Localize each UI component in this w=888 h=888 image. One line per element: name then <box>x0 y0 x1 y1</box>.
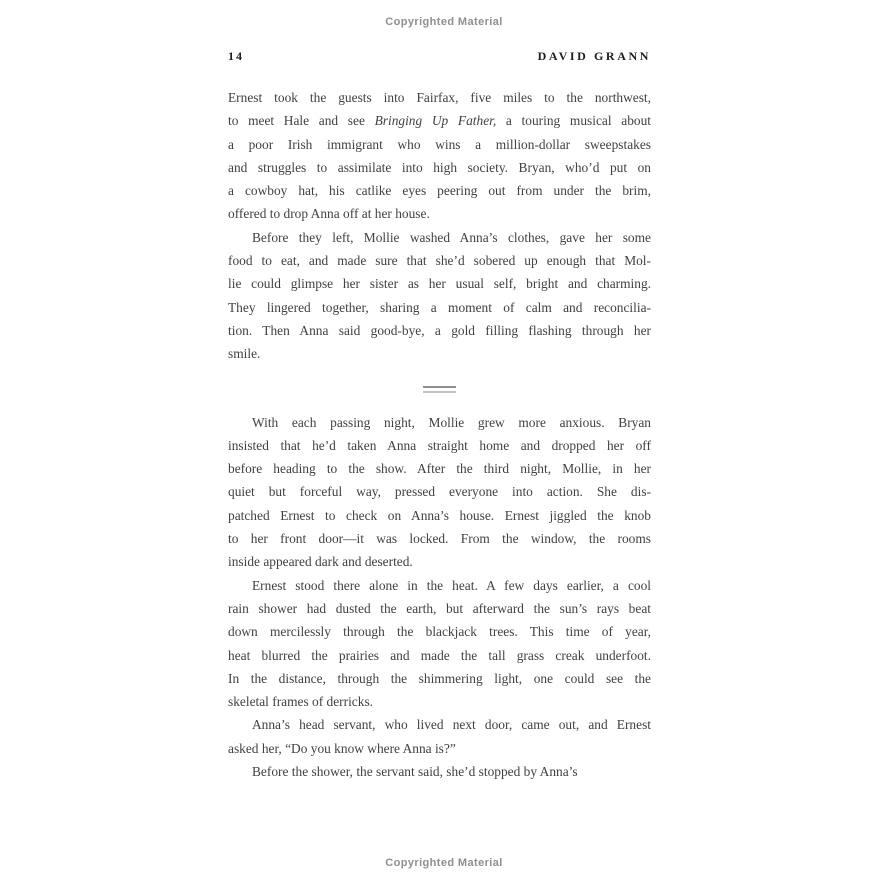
paragraph <box>228 411 651 574</box>
running-head-author: DAVID GRANN <box>537 49 651 63</box>
text-line: down mercilessly through the blackjack trees. This time of year, <box>228 624 651 640</box>
text-line: quiet but forceful way, pressed everyone into action. She dis- <box>228 484 651 500</box>
paragraph <box>228 226 651 366</box>
text-line: a cowboy hat, his catlike eyes peering out from under the brim, <box>228 183 651 199</box>
text-line: a poor Irish immigrant who wins a million-dollar sweepstakes <box>228 136 651 152</box>
text-line: lie could glimpse her sister as her usual self, bright and charming. <box>228 276 651 292</box>
text-line: smile. <box>228 346 261 362</box>
section-break-rule <box>423 386 456 393</box>
paragraph <box>228 760 651 783</box>
text-line: They lingered together, sharing a moment of calm and reconcilia- <box>228 299 651 315</box>
text-line: food to eat, and made sure that she’d sobered up enough that Mol- <box>228 253 651 269</box>
text-line: tion. Then Anna said good-bye, a gold filling flashing through her <box>228 322 651 338</box>
text-line: Before the shower, the servant said, she’d stopped by Anna’s <box>252 764 578 780</box>
copyright-notice-top: Copyrighted Material <box>385 16 503 28</box>
text-line: Anna’s head servant, who lived next door, came out, and Ernest <box>252 717 651 733</box>
text-line: In the distance, through the shimmering light, one could see the <box>228 670 651 686</box>
text-line: With each passing night, Mollie grew more anxious. Bryan <box>252 414 651 430</box>
body-text <box>228 86 651 783</box>
text-line: Before they left, Mollie washed Anna’s clothes, gave her some <box>252 229 651 245</box>
text-line: rain shower had dusted the earth, but afterward the sun’s rays beat <box>228 600 651 616</box>
text-line: heat blurred the prairies and made the tall grass creak underfoot. <box>228 647 651 663</box>
text-line: Ernest took the guests into Fairfax, five miles to the northwest, <box>228 90 651 105</box>
paragraph <box>228 713 651 760</box>
page-number: 14 <box>228 49 244 63</box>
paragraph <box>228 574 651 714</box>
text-line: insisted that he’d taken Anna straight home and dropped her off <box>228 437 651 453</box>
text-line: asked her, “Do you know where Anna is?” <box>228 740 456 756</box>
copyright-notice-bottom: Copyrighted Material <box>385 857 503 869</box>
text-line: skeletal frames of derricks. <box>228 694 374 710</box>
text-line: and struggles to assimilate into high society. Bryan, who’d put on <box>228 159 651 175</box>
text-line: before heading to the show. After the third night, Mollie, in her <box>228 461 651 477</box>
text-line: offered to drop Anna off at her house. <box>228 206 430 222</box>
text-line: patched Ernest to check on Anna’s house. Ernest jiggled the knob <box>228 507 651 523</box>
text-line: inside appeared dark and deserted. <box>228 554 413 570</box>
text-line: to meet Hale and see Bringing Up Father, a touring musical about <box>228 113 651 129</box>
page-header <box>228 49 651 64</box>
text-line: Ernest stood there alone in the heat. A few days earlier, a cool <box>252 577 651 593</box>
text-line: to her front door—it was locked. From the window, the rooms <box>228 531 651 547</box>
paragraph <box>228 86 651 226</box>
